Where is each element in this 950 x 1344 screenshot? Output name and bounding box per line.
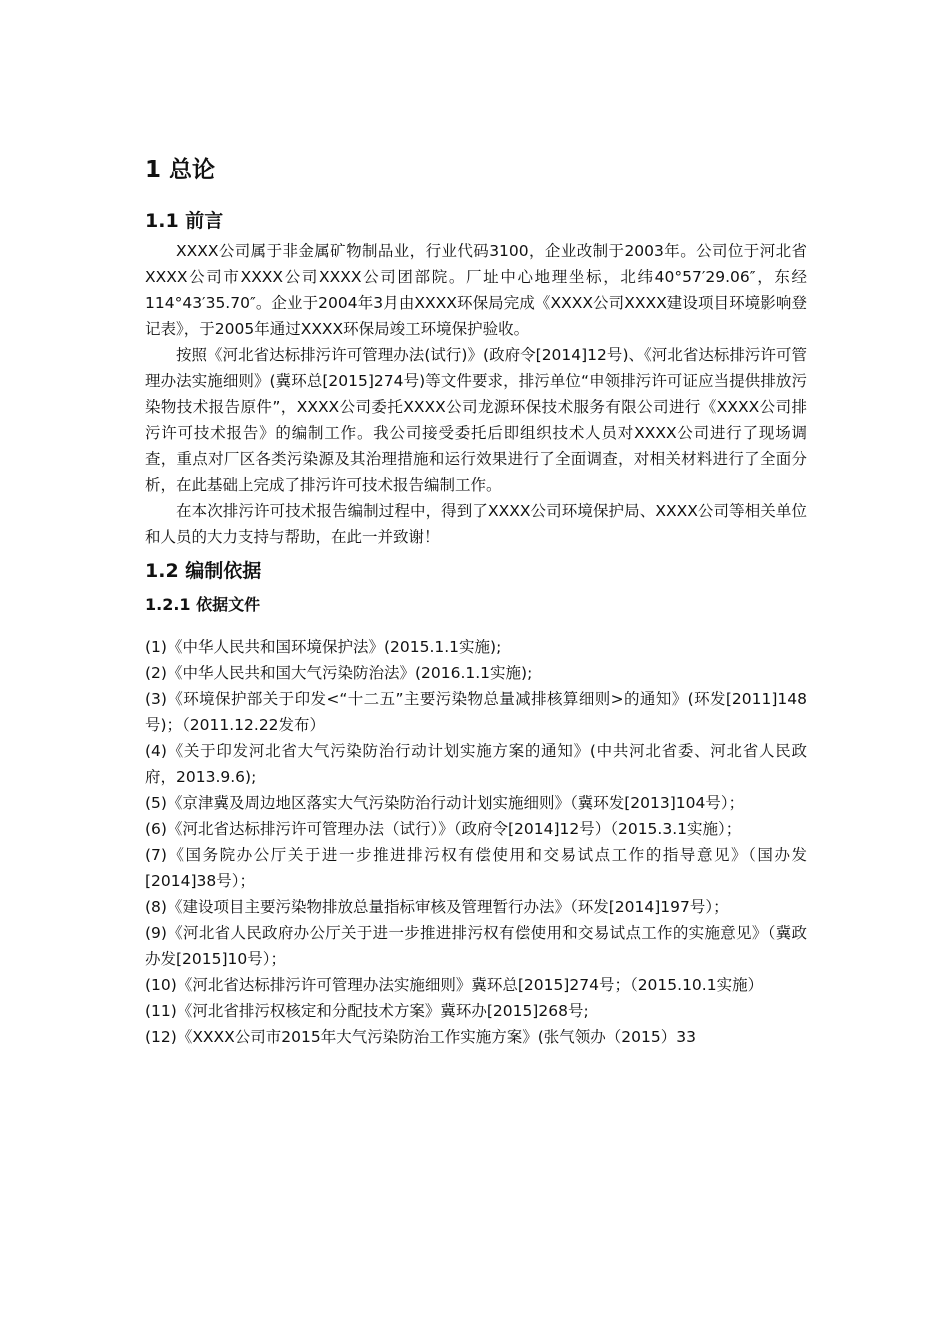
reference-item: (1)《中华人民共和国环境保护法》(2015.1.1实施); [145,638,502,656]
reference-item: (11)《河北省排污权核定和分配技术方案》冀环办[2015]268号; [145,1002,589,1020]
reference-item: (5)《京津冀及周边地区落实大气污染防治行动计划实施细则》（冀环发[2013]104号）； [145,794,745,812]
reference-item: (10)《河北省达标排污许可管理办法实施细则》冀环总[2015]274号；（2015.10.1实施） [145,976,764,994]
reference-item: (6)《河北省达标排污许可管理办法（试行）》（政府令[2014]12号）（2015.3.1实施）； [145,820,742,838]
reference-item: (7)《国务院办公厅关于进一步推进排污权有偿使用和交易试点工作的指导意见》（国办发[2014]38号）； [145,846,807,890]
reference-item: (8)《建设项目主要污染物排放总量指标审核及管理暂行办法》（环发[2014]197号）； [145,898,729,916]
reference-item: (9)《河北省人民政府办公厅关于进一步推进排污权有偿使用和交易试点工作的实施意见》（冀政办发[2015]10号）； [145,924,807,968]
reference-item: (3)《环境保护部关于印发<“十二五”主要污染物总量减排核算细则>的通知》(环发[2011]148号)；（2011.12.22发布） [145,690,807,734]
reference-item: (4)《关于印发河北省大气污染防治行动计划实施方案的通知》(中共河北省委、河北省人民政府，2013.9.6); [145,742,807,786]
section-title-preface: 1.1 前言 [145,210,224,232]
reference-item: (2)《中华人民共和国大气污染防治法》(2016.1.1实施); [145,664,533,682]
document-page [145,150,807,1050]
preface-paragraph: XXXX公司属于非金属矿物制品业，行业代码3100，企业改制于2003年。公司位于河北省XXXX公司市XXXX公司XXXX公司团部院。厂址中心地理坐标，北纬40°57′29.06″，东经114°43′35.70″。企业于2004年3月由XXXX环保局完成《XXXX公司XXXX建设项目环境影响登记表》，于2005年通过XXXX环保局竣工环境保护验收。 [145,242,807,338]
preface-paragraph: 按照《河北省达标排污许可管理办法(试行)》(政府令[2014]12号)、《河北省达标排污许可管理办法实施细则》(冀环总[2015]274号)等文件要求，排污单位“申领排污许可证应当提供排放污染物技术报告原件”，XXXX公司委托XXXX公司龙源环保技术服务有限公司进行《XXXX公司排污许可技术报告》的编制工作。我公司接受委托后即组织技术人员对XXXX公司进行了现场调查，重点对厂区各类污染源及其治理措施和运行效果进行了全面调查，对相关材料进行了全面分析，在此基础上完成了排污许可技术报告编制工作。 [145,346,807,494]
preface-paragraph: 在本次排污许可技术报告编制过程中，得到了XXXX公司环境保护局、XXXX公司等相关单位和人员的大力支持与帮助，在此一并致谢！ [145,502,807,546]
chapter-title: 1 总论 [145,157,216,183]
reference-list [145,634,807,1050]
subsection-title-basis-documents: 1.2.1 依据文件 [145,595,261,614]
reference-item: (12)《XXXX公司市2015年大气污染防治工作实施方案》(张气领办（2015）33 [145,1028,696,1046]
section-title-basis: 1.2 编制依据 [145,560,262,582]
